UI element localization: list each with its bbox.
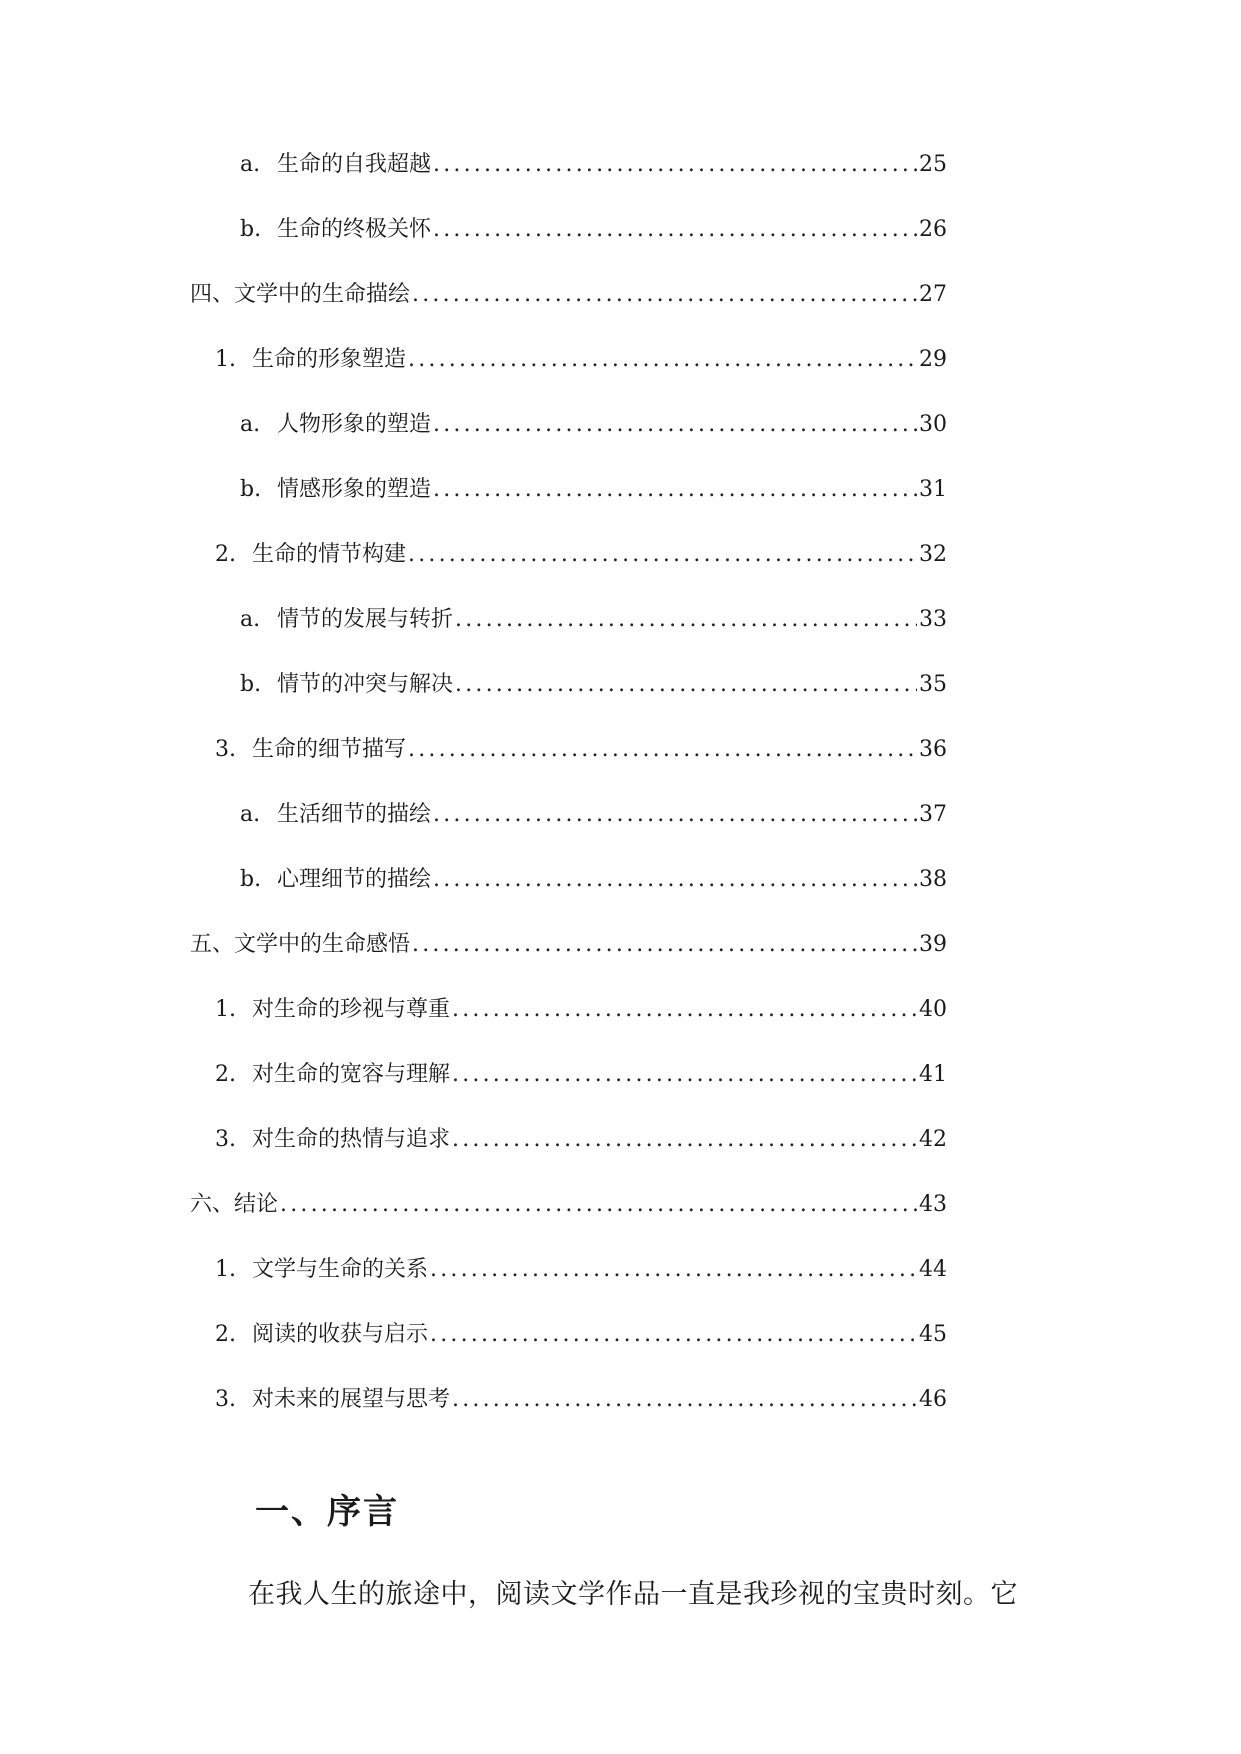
- toc-entry[interactable]: [215, 345, 947, 375]
- toc-entry-title: 情感形象的塑造: [277, 477, 432, 502]
- toc-entry-title: 生命的情节构建: [252, 542, 407, 567]
- toc-entry[interactable]: [190, 930, 947, 960]
- toc-entry-page: 38: [919, 867, 947, 892]
- toc-entry-page: 43: [919, 1192, 947, 1217]
- toc-entry[interactable]: [240, 215, 947, 245]
- toc-entry[interactable]: [240, 670, 947, 700]
- toc-entry-title: 对生命的宽容与理解: [252, 1062, 451, 1087]
- toc-entry-page: 46: [919, 1387, 947, 1412]
- toc-entry-number: b.: [240, 672, 262, 697]
- toc-entry-title: 四、文学中的生命描绘: [190, 282, 411, 307]
- toc-entry[interactable]: [190, 280, 947, 310]
- toc-entry-number: a.: [240, 607, 261, 632]
- toc-entry-number: b.: [240, 867, 262, 892]
- toc-entry-page: 37: [919, 802, 947, 827]
- toc-entry-number: 3.: [215, 1127, 236, 1152]
- toc-entry[interactable]: [190, 1190, 947, 1220]
- toc-entry-page: 30: [919, 412, 947, 437]
- toc-entry-page: 33: [919, 607, 947, 632]
- toc-entry-page: 31: [919, 477, 947, 502]
- toc-entry-title: 六、结论: [190, 1192, 279, 1217]
- toc-entry[interactable]: [215, 995, 947, 1025]
- toc-entry[interactable]: [240, 865, 947, 895]
- toc-leader-dots: [412, 930, 917, 960]
- toc-entry-number: 2.: [215, 542, 236, 567]
- toc-entry-page: 39: [919, 932, 947, 957]
- toc-entry-title: 对生命的珍视与尊重: [252, 997, 451, 1022]
- toc-entry[interactable]: [215, 1385, 947, 1415]
- toc-entry[interactable]: [215, 540, 947, 570]
- toc-leader-dots: [433, 150, 917, 180]
- toc-entry-number: a.: [240, 802, 261, 827]
- toc-entry-number: 3.: [215, 737, 236, 762]
- toc-entry-title: 心理细节的描绘: [277, 867, 432, 892]
- toc-leader-dots: [433, 475, 917, 505]
- toc-entry[interactable]: [215, 1125, 947, 1155]
- toc-entry-number: 1.: [215, 997, 236, 1022]
- toc-leader-dots: [455, 670, 917, 700]
- toc-entry-title: 阅读的收获与启示: [252, 1322, 429, 1347]
- toc-leader-dots: [280, 1190, 917, 1220]
- toc-entry-number: b.: [240, 477, 262, 502]
- toc-entry-page: 42: [919, 1127, 947, 1152]
- toc-entry[interactable]: [215, 735, 947, 765]
- toc-entry-title: 人物形象的塑造: [277, 412, 432, 437]
- toc-leader-dots: [408, 540, 917, 570]
- toc-entry-number: 2.: [215, 1062, 236, 1087]
- toc-entry-page: 40: [919, 997, 947, 1022]
- toc-leader-dots: [455, 605, 917, 635]
- toc-entry-number: 1.: [215, 347, 236, 372]
- toc-entry[interactable]: [240, 605, 947, 635]
- toc-entry-page: 27: [919, 282, 947, 307]
- toc-entry-number: b.: [240, 217, 262, 242]
- toc-leader-dots: [433, 410, 917, 440]
- toc-leader-dots: [452, 1060, 917, 1090]
- toc-leader-dots: [412, 280, 917, 310]
- toc-entry[interactable]: [240, 410, 947, 440]
- toc-entry-title: 对未来的展望与思考: [252, 1387, 451, 1412]
- toc-entry-page: 36: [919, 737, 947, 762]
- toc-entry-title: 生命的终极关怀: [277, 217, 432, 242]
- toc-entry-number: a.: [240, 412, 261, 437]
- toc-entry-page: 25: [919, 152, 947, 177]
- toc-leader-dots: [452, 995, 917, 1025]
- toc-leader-dots: [452, 1385, 917, 1415]
- toc-entry[interactable]: [240, 475, 947, 505]
- toc-entry-number: 2.: [215, 1322, 236, 1347]
- toc-leader-dots: [452, 1125, 917, 1155]
- toc-entry-title: 生活细节的描绘: [277, 802, 432, 827]
- toc-leader-dots: [433, 800, 917, 830]
- toc-leader-dots: [408, 345, 917, 375]
- section-heading: 一、序言: [255, 1492, 399, 1532]
- toc-entry-number: 3.: [215, 1387, 236, 1412]
- toc-entry[interactable]: [240, 800, 947, 830]
- toc-entry[interactable]: [240, 150, 947, 180]
- toc-leader-dots: [430, 1255, 917, 1285]
- toc-entry-page: 45: [919, 1322, 947, 1347]
- toc-leader-dots: [430, 1320, 917, 1350]
- toc-entry-page: 32: [919, 542, 947, 567]
- toc-entry-page: 35: [919, 672, 947, 697]
- body-paragraph: 在我人生的旅途中，阅读文学作品一直是我珍视的宝贵时刻。它: [248, 1579, 1018, 1610]
- toc-leader-dots: [433, 865, 917, 895]
- toc-leader-dots: [408, 735, 917, 765]
- toc-entry-title: 生命的形象塑造: [252, 347, 407, 372]
- toc-entry-page: 29: [919, 347, 947, 372]
- toc-entry-page: 26: [919, 217, 947, 242]
- toc-entry-page: 41: [919, 1062, 947, 1087]
- toc-entry[interactable]: [215, 1255, 947, 1285]
- toc-entry-title: 生命的细节描写: [252, 737, 407, 762]
- toc-leader-dots: [433, 215, 917, 245]
- toc-entry[interactable]: [215, 1060, 947, 1090]
- toc-entry-title: 对生命的热情与追求: [252, 1127, 451, 1152]
- toc-entry[interactable]: [215, 1320, 947, 1350]
- toc-entry-title: 情节的发展与转折: [277, 607, 454, 632]
- toc-entry-page: 44: [919, 1257, 947, 1282]
- toc-entry-title: 文学与生命的关系: [252, 1257, 429, 1282]
- toc-entry-title: 情节的冲突与解决: [277, 672, 454, 697]
- toc-entry-number: 1.: [215, 1257, 236, 1282]
- toc-entry-number: a.: [240, 152, 261, 177]
- toc-entry-title: 生命的自我超越: [277, 152, 432, 177]
- toc-entry-title: 五、文学中的生命感悟: [190, 932, 411, 957]
